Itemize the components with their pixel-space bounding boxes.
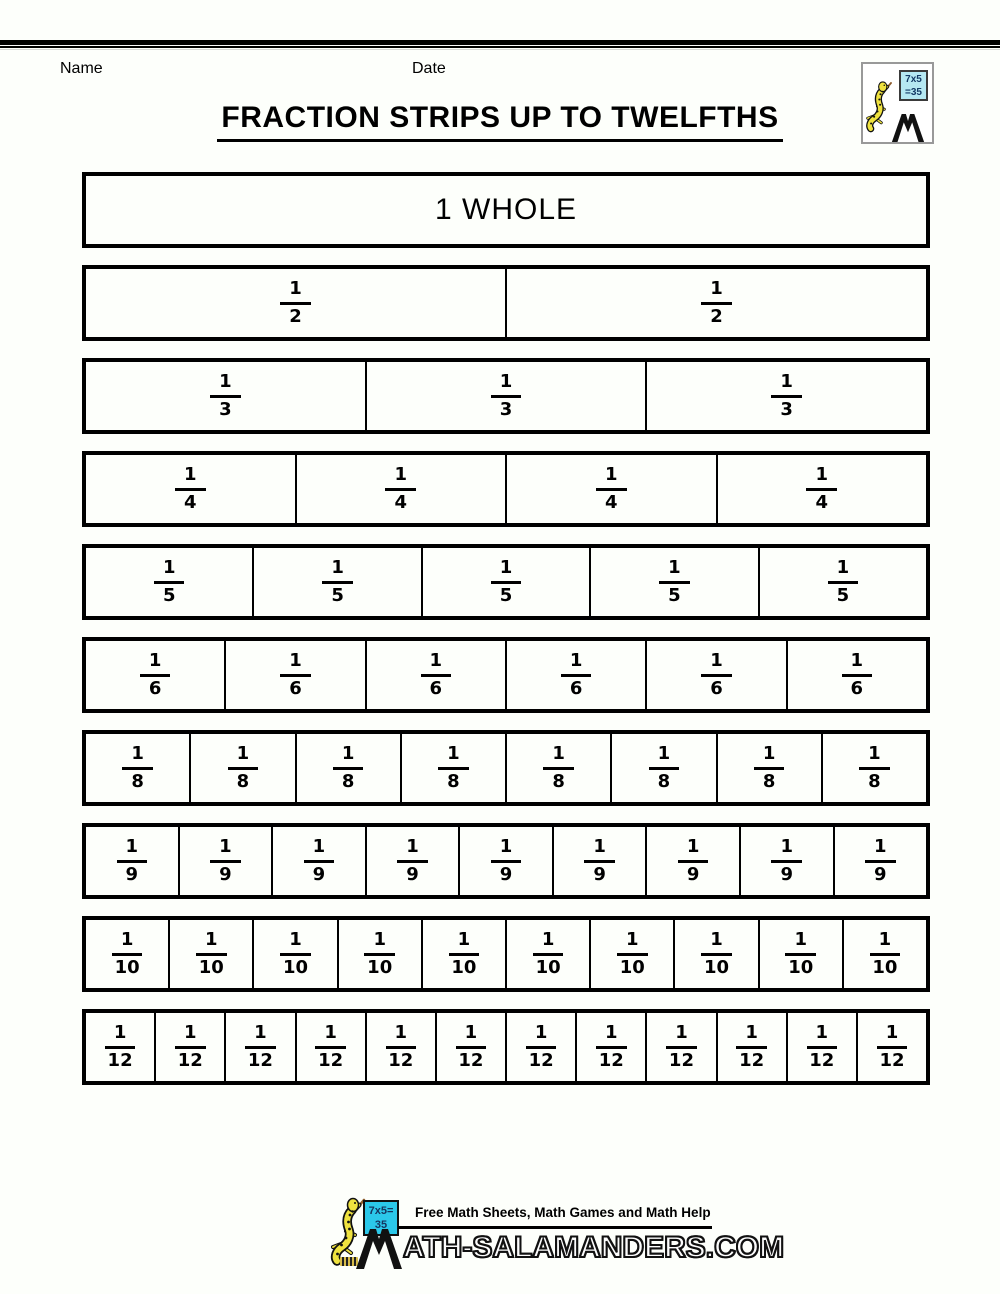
fraction-numerator: 1 [245, 1023, 276, 1049]
logo-chalkboard [899, 70, 928, 101]
fraction-cell [460, 827, 554, 895]
fraction-cell [86, 269, 507, 337]
fraction-cell [86, 827, 180, 895]
fraction-denominator: 4 [604, 491, 618, 513]
fraction-cell [591, 548, 759, 616]
strip-2ths [82, 265, 930, 341]
fraction-cell [647, 641, 787, 709]
fraction-numerator: 1 [865, 837, 896, 863]
fraction-denominator: 6 [569, 677, 583, 699]
fraction [701, 279, 732, 327]
fraction-denominator: 4 [183, 491, 197, 513]
fraction-numerator: 1 [701, 279, 732, 305]
fraction [678, 837, 709, 885]
fraction-cell [835, 827, 927, 895]
fraction [771, 837, 802, 885]
fraction-cell [86, 548, 254, 616]
fraction [701, 651, 732, 699]
m-letter-icon [887, 114, 929, 147]
fraction [491, 558, 522, 606]
fraction-cell [741, 827, 835, 895]
fraction [280, 279, 311, 327]
fraction-numerator: 1 [385, 465, 416, 491]
fraction-denominator: 6 [148, 677, 162, 699]
fraction [736, 1023, 767, 1071]
fraction-numerator: 1 [859, 744, 890, 770]
math-salamanders-logo [861, 62, 934, 144]
fraction-denominator: 6 [710, 677, 723, 699]
strip-whole [82, 172, 930, 248]
fraction-numerator: 1 [649, 744, 680, 770]
fraction-cell [507, 1013, 577, 1081]
fraction-numerator: 1 [397, 837, 428, 863]
fraction-numerator: 1 [280, 930, 311, 956]
name-label: Name [60, 60, 103, 77]
fraction-denominator: 9 [780, 863, 793, 885]
fraction-cell [226, 641, 366, 709]
fraction [280, 930, 311, 978]
fraction-cell [297, 455, 508, 523]
fraction [154, 558, 185, 606]
fraction-cell [86, 362, 367, 430]
footer-logo [330, 1197, 785, 1275]
fraction-numerator: 1 [754, 744, 785, 770]
fraction-numerator: 1 [421, 651, 452, 677]
fraction-cell [402, 734, 507, 802]
fraction [397, 837, 428, 885]
fraction-numerator: 1 [386, 1023, 417, 1049]
fraction-numerator: 1 [112, 930, 143, 956]
strip-9ths [82, 823, 930, 899]
fraction-cell [788, 641, 926, 709]
logo-board-line2: =35 [905, 86, 922, 98]
fraction [596, 1023, 627, 1071]
fraction-numerator: 1 [806, 465, 837, 491]
fraction-denominator: 2 [289, 305, 302, 327]
fraction-cell [507, 920, 591, 988]
fraction-cell [647, 1013, 717, 1081]
fraction-numerator: 1 [807, 1023, 838, 1049]
fraction-numerator: 1 [117, 837, 148, 863]
fraction-numerator: 1 [280, 279, 311, 305]
fraction-denominator: 5 [499, 584, 513, 606]
fraction-denominator: 4 [815, 491, 829, 513]
fraction-denominator: 12 [809, 1049, 835, 1071]
fraction-cell [760, 920, 844, 988]
fraction-numerator: 1 [140, 651, 171, 677]
fraction [175, 465, 206, 513]
fraction-cell [339, 920, 423, 988]
date-label: Date [412, 60, 446, 77]
fraction [122, 744, 153, 792]
fraction [526, 1023, 557, 1071]
fraction-cell [437, 1013, 507, 1081]
fraction-cell [86, 455, 297, 523]
fraction [228, 744, 259, 792]
fraction [701, 930, 732, 978]
fraction [112, 930, 143, 978]
fraction-cell [86, 920, 170, 988]
fraction-numerator: 1 [491, 558, 522, 584]
strip-6ths [82, 637, 930, 713]
fraction-denominator: 12 [247, 1049, 273, 1071]
fraction [385, 465, 416, 513]
fraction-denominator: 10 [198, 956, 224, 978]
fraction-denominator: 9 [499, 863, 513, 885]
fraction-denominator: 10 [619, 956, 645, 978]
fraction [491, 372, 522, 420]
fraction-cell [718, 1013, 788, 1081]
fraction-cell [226, 1013, 296, 1081]
fraction [421, 651, 452, 699]
fraction-numerator: 1 [364, 930, 395, 956]
fraction-denominator: 12 [318, 1049, 344, 1071]
fraction [533, 930, 564, 978]
page-title: FRACTION STRIPS UP TO TWELFTHS [217, 101, 782, 142]
fraction-numerator: 1 [526, 1023, 557, 1049]
fraction-numerator: 1 [228, 744, 259, 770]
footer-rule [398, 1226, 712, 1229]
fraction-denominator: 10 [703, 956, 730, 978]
fraction-numerator: 1 [438, 744, 469, 770]
fraction-denominator: 10 [367, 956, 393, 978]
fraction-denominator: 10 [451, 956, 477, 978]
fraction [245, 1023, 276, 1071]
fraction [210, 372, 241, 420]
fraction [870, 930, 901, 978]
fraction-numerator: 1 [659, 558, 690, 584]
fraction-numerator: 1 [543, 744, 574, 770]
fraction-cell [297, 1013, 367, 1081]
fraction-denominator: 8 [762, 770, 776, 792]
fraction-cell [507, 641, 647, 709]
fraction-denominator: 8 [236, 770, 250, 792]
fraction-cell [367, 641, 507, 709]
fraction-numerator: 1 [678, 837, 709, 863]
fraction-numerator: 1 [122, 744, 153, 770]
fraction-denominator: 8 [657, 770, 671, 792]
strip-4ths [82, 451, 930, 527]
fraction-denominator: 12 [739, 1049, 765, 1071]
fraction-numerator: 1 [105, 1023, 136, 1049]
fraction-cell [760, 548, 926, 616]
fraction-cell [591, 920, 675, 988]
fraction-cell [554, 827, 648, 895]
fraction [315, 1023, 346, 1071]
fraction-denominator: 5 [668, 584, 681, 606]
fraction-cell [718, 455, 927, 523]
fraction [807, 1023, 838, 1071]
fraction-cell [273, 827, 367, 895]
fraction-numerator: 1 [736, 1023, 767, 1049]
fraction-cell [423, 920, 507, 988]
fraction [449, 930, 480, 978]
footer-board-line1: 7x5= [368, 1205, 394, 1217]
fraction-denominator: 2 [710, 305, 723, 327]
fraction-denominator: 12 [458, 1049, 484, 1071]
fraction-denominator: 9 [219, 863, 232, 885]
fraction-cell [367, 1013, 437, 1081]
fraction-cell [297, 734, 402, 802]
fraction [584, 837, 615, 885]
fraction [659, 558, 690, 606]
fraction-numerator: 1 [785, 930, 816, 956]
fraction-denominator: 10 [114, 956, 140, 978]
fraction-cell [507, 455, 718, 523]
footer-board-line2: 35 [374, 1218, 388, 1231]
fraction [175, 1023, 206, 1071]
fraction-numerator: 1 [175, 1023, 206, 1049]
fraction-numerator: 1 [701, 930, 732, 956]
fraction-denominator: 3 [219, 398, 232, 420]
fraction-denominator: 10 [282, 956, 309, 978]
fraction-cell [254, 920, 338, 988]
footer-wordmark: ATH-SALAMANDERS.COM [403, 1231, 785, 1264]
fraction-denominator: 5 [162, 584, 176, 606]
fraction-cell [86, 641, 226, 709]
fraction [785, 930, 816, 978]
fraction-cell [647, 827, 741, 895]
fraction-numerator: 1 [877, 1023, 908, 1049]
fraction-numerator: 1 [333, 744, 364, 770]
strip-8ths [82, 730, 930, 806]
fraction [828, 558, 859, 606]
fraction [364, 930, 395, 978]
fraction-denominator: 10 [872, 956, 898, 978]
fraction-cell [718, 734, 823, 802]
fraction-denominator: 9 [874, 863, 887, 885]
fraction [842, 651, 873, 699]
fraction-numerator: 1 [456, 1023, 487, 1049]
fraction-cell [675, 920, 759, 988]
fraction [543, 744, 574, 792]
fraction-denominator: 12 [528, 1049, 554, 1071]
fraction-cell [788, 1013, 858, 1081]
strip-5ths [82, 544, 930, 620]
fraction [754, 744, 785, 792]
fraction-cell [86, 734, 191, 802]
fraction-denominator: 8 [868, 770, 881, 792]
whole-label: 1 WHOLE [434, 193, 578, 226]
fraction [456, 1023, 487, 1071]
fraction-cell [844, 920, 926, 988]
fraction-denominator: 12 [177, 1049, 203, 1071]
fraction [322, 558, 353, 606]
fraction-denominator: 4 [394, 491, 408, 513]
fraction-denominator: 5 [836, 584, 850, 606]
fraction-denominator: 12 [598, 1049, 624, 1071]
fraction-cell [507, 734, 612, 802]
fraction-cell [823, 734, 926, 802]
fraction-denominator: 3 [780, 398, 793, 420]
fraction-cell [507, 269, 926, 337]
fraction-numerator: 1 [596, 1023, 627, 1049]
fraction [117, 837, 148, 885]
strip-12ths [82, 1009, 930, 1085]
strip-10ths [82, 916, 930, 992]
fraction-numerator: 1 [771, 372, 802, 398]
fraction-numerator: 1 [828, 558, 859, 584]
fraction-denominator: 8 [131, 770, 144, 792]
fraction-numerator: 1 [617, 930, 648, 956]
fraction-numerator: 1 [491, 837, 522, 863]
top-rule-shadow [0, 49, 1000, 50]
fraction-denominator: 8 [341, 770, 355, 792]
fraction [859, 744, 890, 792]
fraction-numerator: 1 [175, 465, 206, 491]
fraction-numerator: 1 [304, 837, 335, 863]
fraction [877, 1023, 908, 1071]
fraction-denominator: 8 [552, 770, 565, 792]
fraction-cell [367, 827, 461, 895]
fraction-denominator: 12 [388, 1049, 414, 1071]
fraction-cell [170, 920, 254, 988]
fraction-cell [180, 827, 274, 895]
fraction [140, 651, 171, 699]
fraction [865, 837, 896, 885]
fraction-denominator: 9 [593, 863, 606, 885]
fraction-numerator: 1 [596, 465, 627, 491]
fraction [596, 465, 627, 513]
strip-3ths [82, 358, 930, 434]
fraction [210, 837, 241, 885]
fraction [649, 744, 680, 792]
strips [82, 172, 930, 1102]
title-wrap [0, 101, 1000, 142]
fraction [666, 1023, 697, 1071]
fraction-numerator: 1 [210, 837, 241, 863]
fraction-cell [156, 1013, 226, 1081]
fraction-numerator: 1 [561, 651, 592, 677]
fraction [438, 744, 469, 792]
fraction-cell [577, 1013, 647, 1081]
fraction-numerator: 1 [449, 930, 480, 956]
fraction-denominator: 8 [447, 770, 460, 792]
fraction [491, 837, 522, 885]
fraction-denominator: 10 [788, 956, 814, 978]
fraction-numerator: 1 [210, 372, 241, 398]
fraction-numerator: 1 [870, 930, 901, 956]
fraction [561, 651, 592, 699]
fraction-numerator: 1 [666, 1023, 697, 1049]
fraction [105, 1023, 136, 1071]
fraction [280, 651, 311, 699]
fraction-denominator: 12 [668, 1049, 694, 1071]
fraction-denominator: 12 [107, 1049, 133, 1071]
fraction [196, 930, 227, 978]
fraction-numerator: 1 [280, 651, 311, 677]
fraction-numerator: 1 [196, 930, 227, 956]
fraction-numerator: 1 [701, 651, 732, 677]
fraction [333, 744, 364, 792]
fraction-denominator: 6 [289, 677, 302, 699]
fraction-denominator: 6 [429, 677, 443, 699]
fraction-cell [367, 362, 648, 430]
fraction [771, 372, 802, 420]
fraction-numerator: 1 [842, 651, 873, 677]
fraction-numerator: 1 [491, 372, 522, 398]
fraction-numerator: 1 [154, 558, 185, 584]
fraction-cell [254, 548, 422, 616]
fraction-denominator: 9 [125, 863, 139, 885]
fraction-denominator: 5 [331, 584, 344, 606]
fraction-denominator: 10 [535, 956, 561, 978]
fraction-denominator: 12 [879, 1049, 905, 1071]
fraction-denominator: 3 [499, 398, 513, 420]
fraction [806, 465, 837, 513]
top-rule [0, 40, 1000, 48]
fraction-cell [647, 362, 926, 430]
whole-cell [86, 176, 926, 244]
footer-tagline: Free Math Sheets, Math Games and Math Help [415, 1205, 711, 1220]
logo-board-line1: 7x5 [905, 74, 922, 85]
fraction-cell [191, 734, 296, 802]
fraction-numerator: 1 [533, 930, 564, 956]
fraction-cell [423, 548, 591, 616]
fraction-numerator: 1 [584, 837, 615, 863]
fraction [304, 837, 335, 885]
fraction-denominator: 9 [686, 863, 700, 885]
fraction-cell [858, 1013, 926, 1081]
fraction-cell [612, 734, 717, 802]
fraction-numerator: 1 [771, 837, 802, 863]
fraction-denominator: 6 [850, 677, 864, 699]
m-letter-icon [355, 1229, 403, 1274]
fraction-denominator: 9 [312, 863, 326, 885]
fraction-numerator: 1 [322, 558, 353, 584]
fraction [617, 930, 648, 978]
fraction-numerator: 1 [315, 1023, 346, 1049]
fraction [386, 1023, 417, 1071]
fraction-cell [86, 1013, 156, 1081]
fraction-denominator: 9 [406, 863, 419, 885]
